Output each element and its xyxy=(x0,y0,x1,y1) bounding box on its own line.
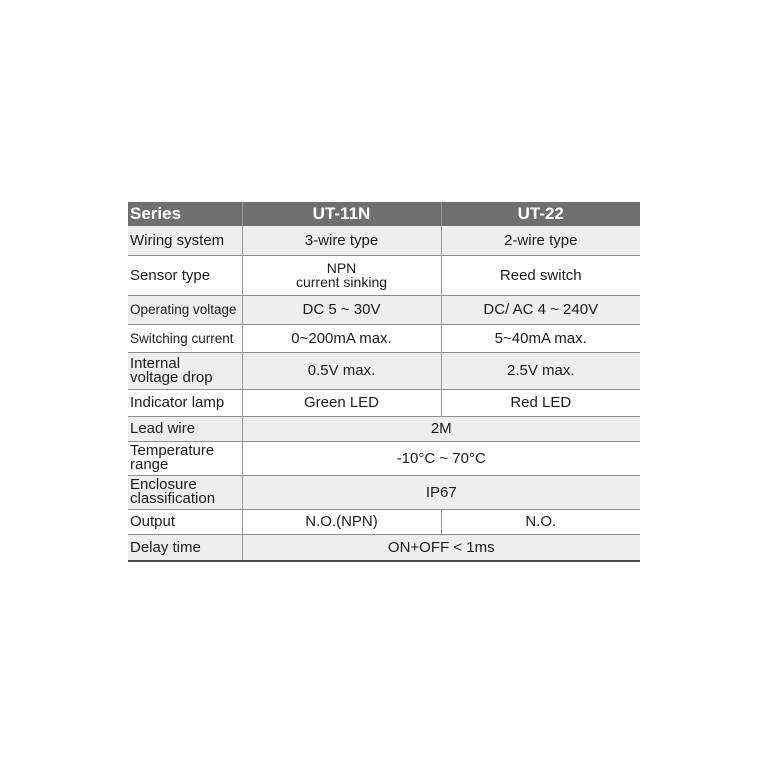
cell-shared: -10°C ~ 70°C xyxy=(242,441,640,475)
table-row xyxy=(128,509,640,534)
row-label: Operating voltage xyxy=(128,295,242,324)
cell-shared: ON+OFF < 1ms xyxy=(242,534,640,561)
cell-model-b: 2.5V max. xyxy=(441,352,640,389)
row-label xyxy=(128,352,242,389)
label-line: Enclosure xyxy=(130,476,197,493)
cell-model-a: N.O.(NPN) xyxy=(242,509,441,534)
label-line: Internal xyxy=(130,354,181,372)
cell-line: current sinking xyxy=(295,274,388,290)
spec-table xyxy=(128,202,640,562)
cell-model-a: 0~200mA max. xyxy=(242,324,441,352)
cell-model-b: 5~40mA max. xyxy=(441,324,640,352)
cell-model-a: 3-wire type xyxy=(242,226,441,255)
cell-model-a: Green LED xyxy=(242,389,441,416)
cell-model-a xyxy=(242,255,441,295)
row-label xyxy=(128,475,242,509)
table-row xyxy=(128,416,640,441)
cell-model-b: Reed switch xyxy=(441,255,640,295)
cell-model-a: DC 5 ~ 30V xyxy=(242,295,441,324)
cell-model-b: Red LED xyxy=(441,389,640,416)
row-label: Lead wire xyxy=(128,416,242,441)
table-row xyxy=(128,295,640,324)
table-row xyxy=(128,475,640,509)
cell-shared: 2M xyxy=(242,416,640,441)
label-line: Temperature xyxy=(130,442,215,459)
table-row xyxy=(128,255,640,295)
cell-model-b: 2-wire type xyxy=(441,226,640,255)
row-label: Indicator lamp xyxy=(128,389,242,416)
table-row xyxy=(128,226,640,255)
row-label: Switching current xyxy=(128,324,242,352)
row-label: Delay time xyxy=(128,534,242,561)
cell-model-a: 0.5V max. xyxy=(242,352,441,389)
cell-model-b: N.O. xyxy=(441,509,640,534)
label-line: range xyxy=(130,456,169,473)
table-row xyxy=(128,534,640,561)
label-line: voltage drop xyxy=(130,368,213,386)
series-header: Series xyxy=(128,202,242,226)
cell-shared: IP67 xyxy=(242,475,640,509)
table-row xyxy=(128,389,640,416)
model-a-header: UT-11N xyxy=(242,202,441,226)
table-row xyxy=(128,352,640,389)
row-label: Wiring system xyxy=(128,226,242,255)
cell-model-b: DC/ AC 4 ~ 240V xyxy=(441,295,640,324)
header-row xyxy=(128,202,640,226)
cell-line: NPN xyxy=(326,260,357,276)
row-label xyxy=(128,441,242,475)
label-line: classification xyxy=(130,490,216,507)
model-b-header: UT-22 xyxy=(441,202,640,226)
row-label: Sensor type xyxy=(128,255,242,295)
table-row xyxy=(128,441,640,475)
table-row xyxy=(128,324,640,352)
row-label: Output xyxy=(128,509,242,534)
